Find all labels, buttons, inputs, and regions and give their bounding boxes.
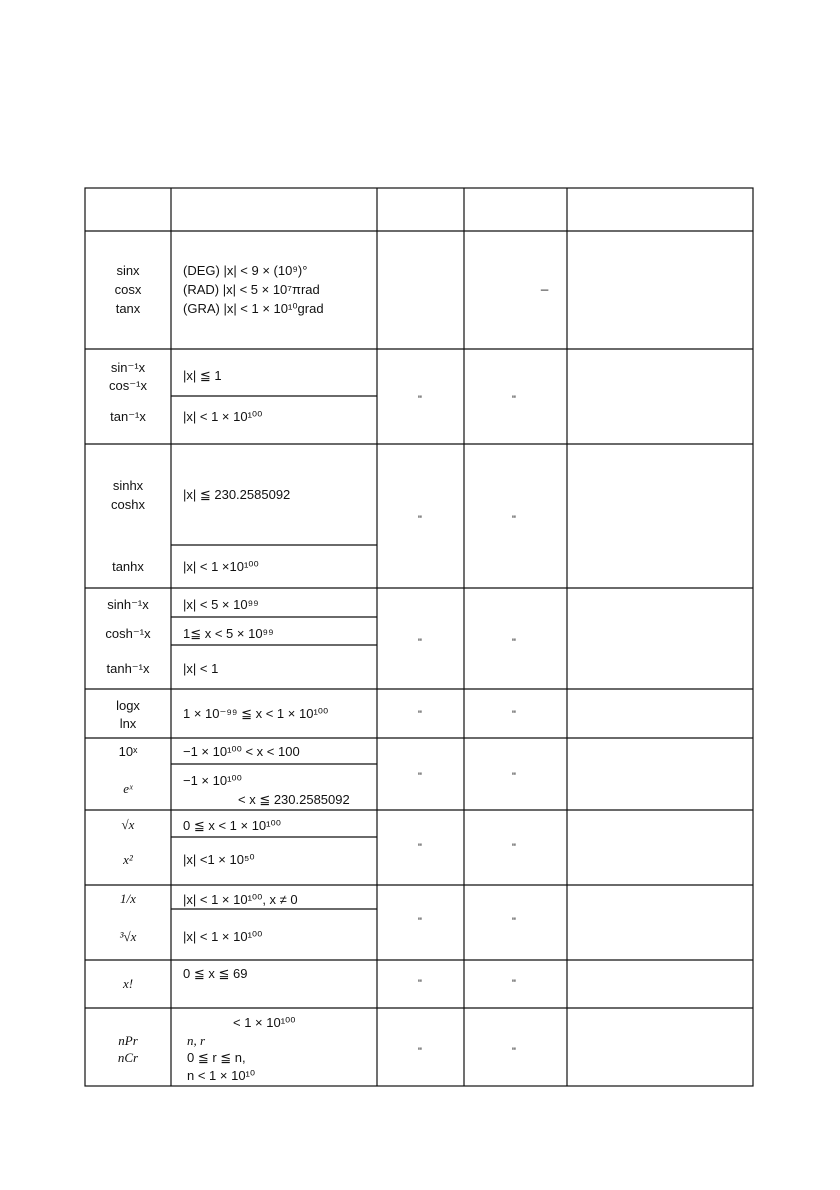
fn-atanh: tanh⁻¹x <box>106 661 150 676</box>
fn-cos: cosx <box>114 282 142 297</box>
range-tanh: |x| < 1 ×10¹⁰⁰ <box>183 559 259 574</box>
fn-factorial: x! <box>122 976 134 991</box>
range-reciprocal: |x| < 1 × 10¹⁰⁰, x ≠ 0 <box>183 892 298 907</box>
fn-reciprocal: 1/x <box>120 891 136 906</box>
range-perm-line3: 0 ≦ r ≦ n, <box>187 1050 246 1065</box>
fn-exp: eˣ <box>123 781 133 796</box>
fn-atan: tan⁻¹x <box>110 409 146 424</box>
range-atanh: |x| < 1 <box>183 661 219 676</box>
fn-sin: sinx <box>116 263 140 278</box>
fn-acosh: cosh⁻¹x <box>105 626 151 641</box>
range-square: |x| <1 × 10⁵⁰ <box>183 852 255 867</box>
range-asinh: |x| < 5 × 10⁹⁹ <box>183 597 259 612</box>
range-trig-deg: (DEG) |x| < 9 × (10⁹)° <box>183 263 308 278</box>
ditto-mark: " <box>418 771 422 783</box>
fn-cosh: coshx <box>111 497 145 512</box>
ditto-mark: " <box>418 978 422 990</box>
fn-log: logx <box>116 698 140 713</box>
ditto-mark: " <box>418 916 422 928</box>
range-pow10: −1 × 10¹⁰⁰ < x < 100 <box>183 744 300 759</box>
range-perm-line1: < 1 × 10¹⁰⁰ <box>233 1015 296 1030</box>
fn-ln: lnx <box>119 716 137 731</box>
range-perm-line2: n, r <box>187 1033 206 1048</box>
range-sqrt: 0 ≦ x < 1 × 10¹⁰⁰ <box>183 818 281 833</box>
fn-npr: nPr <box>118 1033 138 1048</box>
range-sinh-cosh: |x| ≦ 230.2585092 <box>183 487 291 502</box>
fn-sqrt: √x <box>121 817 135 832</box>
ditto-mark: " <box>418 842 422 854</box>
ditto-mark: " <box>512 916 516 928</box>
ditto-mark: " <box>418 394 422 406</box>
ditto-mark: " <box>512 978 516 990</box>
fn-pow10: 10ˣ <box>118 744 138 759</box>
range-exp-line1: −1 × 10¹⁰⁰ <box>183 773 242 788</box>
ditto-mark: " <box>512 842 516 854</box>
ditto-mark: " <box>512 637 516 649</box>
ditto-mark: " <box>512 771 516 783</box>
range-perm-line4: n < 1 × 10¹⁰ <box>187 1068 256 1083</box>
fn-acos: cos⁻¹x <box>109 378 147 393</box>
ditto-mark: " <box>418 709 422 721</box>
fn-tan: tanx <box>115 301 141 316</box>
fn-asinh: sinh⁻¹x <box>107 597 149 612</box>
fn-cuberoot: ³√x <box>119 929 137 944</box>
ditto-mark: " <box>512 514 516 526</box>
range-asin-acos: |x| ≦ 1 <box>183 368 222 383</box>
ditto-mark: " <box>512 394 516 406</box>
range-atan: |x| < 1 × 10¹⁰⁰ <box>183 409 263 424</box>
dash-mark: _ <box>541 276 549 291</box>
range-trig-rad: (RAD) |x| < 5 × 10⁷πrad <box>183 282 320 297</box>
range-cuberoot: |x| < 1 × 10¹⁰⁰ <box>183 929 263 944</box>
ditto-mark: " <box>418 637 422 649</box>
fn-ncr: nCr <box>117 1050 139 1065</box>
fn-asin: sin⁻¹x <box>110 360 146 375</box>
range-trig-gra: (GRA) |x| < 1 × 10¹⁰grad <box>183 301 324 316</box>
fn-sinh: sinhx <box>112 478 144 493</box>
ditto-mark: " <box>512 1046 516 1058</box>
range-factorial: 0 ≦ x ≦ 69 <box>183 966 248 981</box>
fn-square: x² <box>123 852 133 867</box>
ditto-mark: " <box>418 514 422 526</box>
range-acosh: 1≦ x < 5 × 10⁹⁹ <box>183 626 274 641</box>
fn-tanh: tanhx <box>112 559 144 574</box>
ditto-mark: " <box>418 1046 422 1058</box>
range-log-ln: 1 × 10⁻⁹⁹ ≦ x < 1 × 10¹⁰⁰ <box>183 706 329 721</box>
range-exp-line2: < x ≦ 230.2585092 <box>238 792 350 807</box>
ditto-mark: " <box>512 709 516 721</box>
